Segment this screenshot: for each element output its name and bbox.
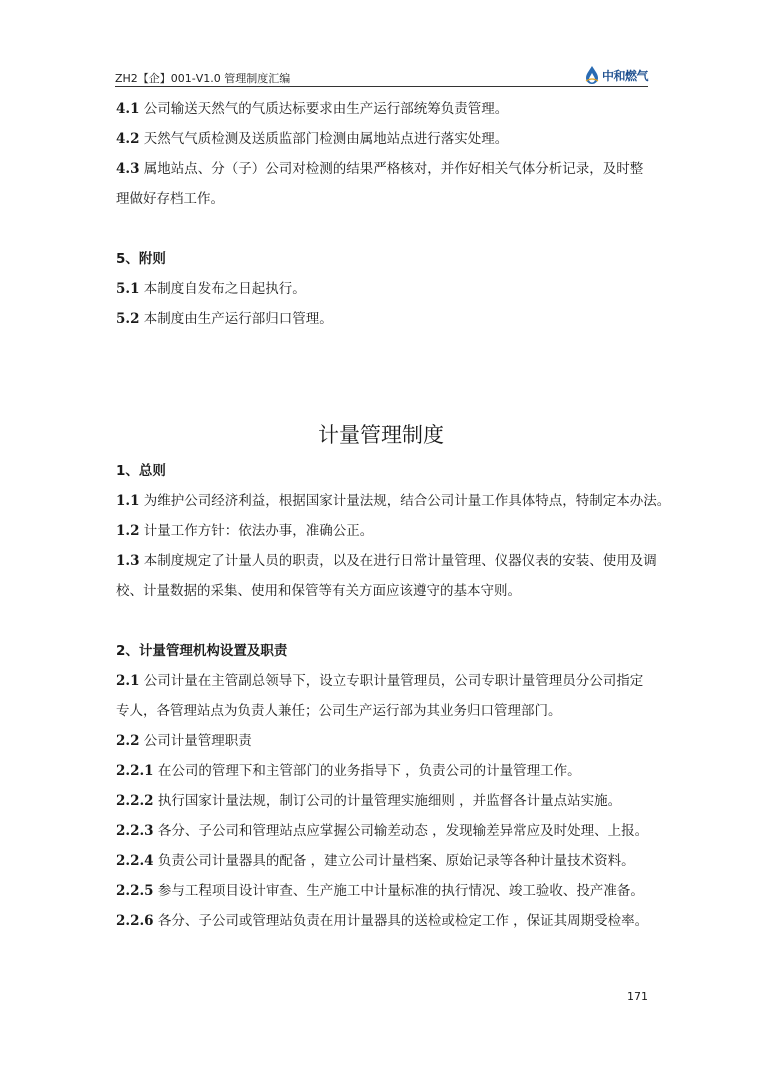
section-5-heading: 5、附则: [116, 251, 166, 267]
paragraph-4-3-cont: 理做好存档工作。: [116, 191, 224, 207]
paragraph-2-2-6: 2.2.6 各分、子公司或管理站负责在用计量器具的送检或检定工作 ，保证其周期受检率。: [116, 913, 649, 929]
section-1-heading: 1、总则: [116, 463, 166, 479]
company-logo: [584, 64, 648, 86]
section-2-heading: 2、计量管理机构设置及职责: [116, 643, 288, 659]
paragraph-5-1: 5.1 本制度自发布之日起执行。: [116, 281, 306, 297]
paragraph-1-2: 1.2 计量工作方针：依法办事，准确公正。: [116, 523, 374, 539]
paragraph-4-2: 4.2 天然气气质检测及送质监部门检测由属地站点进行落实处理。: [116, 131, 509, 147]
page-content: [116, 94, 671, 936]
paragraph-2-1: 2.1 公司计量在主管副总领导下，设立专职计量管理员，公司专职计量管理员分公司指定: [116, 673, 644, 689]
paragraph-2-2: 2.2 公司计量管理职责: [116, 733, 252, 749]
header-divider: [115, 86, 648, 87]
paragraph-1-1: 1.1 为维护公司经济利益，根据国家计量法规，结合公司计量工作具体特点，特制定本办法。: [116, 493, 671, 509]
paragraph-4-3: 4.3 属地站点、分（子）公司对检测的结果严格核对，并作好相关气体分析记录，及时整: [116, 161, 644, 177]
paragraph-2-2-5: 2.2.5 参与工程项目设计审查、生产施工中计量标准的执行情况、竣工验收、投产准备。: [116, 883, 644, 899]
paragraph-1-3: 1.3 本制度规定了计量人员的职责，以及在进行日常计量管理、仪器仪表的安装、使用及调: [116, 553, 657, 569]
document-title: 计量管理制度: [318, 423, 444, 447]
paragraph-2-1-cont: 专人，各管理站点为负责人兼任；公司生产运行部为其业务归口管理部门。: [116, 703, 562, 719]
logo-text: 中和燃气: [601, 68, 648, 83]
paragraph-2-2-2: 2.2.2 执行国家计量法规，制订公司的计量管理实施细则 ，并监督各计量点站实施。: [116, 793, 622, 809]
flame-drop-icon: [584, 65, 600, 85]
header-doc-title: ZH2【企】001-V1.0 管理制度汇编: [115, 72, 291, 85]
paragraph-2-2-3: 2.2.3 各分、子公司和管理站点应掌握公司输差动态 ，发现输差异常应及时处理、上报。: [116, 823, 649, 839]
paragraph-5-2: 5.2 本制度由生产运行部归口管理。: [116, 311, 333, 327]
page-number: 171: [627, 990, 648, 1003]
paragraph-2-2-1: 2.2.1 在公司的管理下和主管部门的业务指导下 ，负责公司的计量管理工作。: [116, 763, 581, 779]
page-header: [115, 64, 648, 88]
paragraph-4-1: 4.1 公司输送天然气的气质达标要求由生产运行部统筹负责管理。: [116, 101, 509, 117]
paragraph-1-3-cont: 校、计量数据的采集、使用和保管等有关方面应该遵守的基本守则。: [116, 583, 521, 599]
paragraph-2-2-4: 2.2.4 负责公司计量器具的配备 ，建立公司计量档案、原始记录等各种计量技术资料。: [116, 853, 635, 869]
